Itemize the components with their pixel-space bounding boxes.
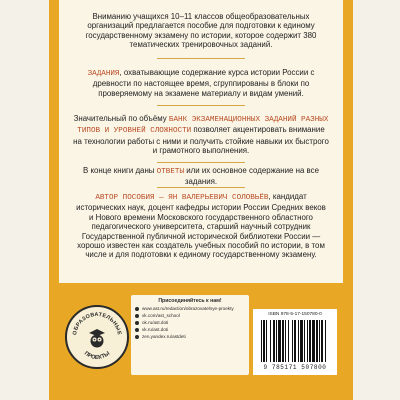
seal-top-text: ОБРАЗОВАТЕЛЬНЫЕ [72,311,122,336]
divider [157,58,245,59]
ok-icon [135,321,139,325]
publisher-seal [65,305,129,369]
seal-graphic [67,307,127,367]
tasks-paragraph [73,68,329,98]
social-links-box [131,295,249,375]
seal-bottom-text: ПРОЕКТЫ [82,350,112,362]
vk-icon [135,328,139,332]
owl-icon [89,329,105,348]
social-link[interactable]: ok.ru/ast.doti [135,319,245,326]
answers-after: или их основное содержание на все задания. [184,166,319,187]
intro-paragraph: Вниманию учащихся 10–11 классов общеобразовательных организаций предлагается пособие для подготовки к единому государственному экзамену по истории, которое содержит 380 тематических тренировочных заданий. [85,12,317,50]
zen-icon [135,335,139,339]
bank-paragraph [73,114,329,156]
web-icon [135,307,139,311]
text-panel [59,0,343,283]
social-link[interactable]: vk.com/ast_school [135,312,245,319]
social-link[interactable]: www.ast.ru/redaction/obrazovatelnye-proekty [135,305,245,312]
divider [157,105,245,106]
social-link[interactable]: vk.ru/ast.doti [135,326,245,333]
barcode-digits: 9 785171 507800 [263,364,327,371]
bank-after: позволяет акцентировать внимание на технологии работы с ними и получить стойкие навыки их быстрого и грамотного выполнения. [73,125,329,156]
answers-before: В конце книги даны [83,166,157,175]
answers-paragraph [73,166,329,187]
tasks-highlight: ЗАДАНИЯ [87,70,120,78]
social-title: Присоединяйтесь к нам! [158,298,222,304]
tasks-text: , охватывающие содержание курса истории России с древности по настоящее время, сгруппированы в блоки по проверяемому на экзамене материалу и видам умений. [92,68,315,98]
bottom-section [49,283,353,400]
back-cover [49,0,353,400]
social-link[interactable]: zen.yandex.ru/astdeti [135,333,245,340]
bank-highlight: БАНК ЭКЗАМЕНАЦИОННЫХ ЗАДАНИЙ РАЗНЫХ ТИПОВ И УРОВНЕЙ СЛОЖНОСТИ [77,116,329,136]
svg-text:ПРОЕКТЫ [83,350,112,361]
author-paragraph [73,192,329,260]
divider [157,187,245,188]
answers-highlight: ОТВЕТЫ [156,168,185,176]
vk-icon [135,314,139,318]
author-text: , кандидат исторических наук, доцент кафедры истории России Средних веков и Нового времени Московского государственного областного педагогического университета, старший научный сотрудник Государственной публичной исторической библиотеки России — хорошо известен как создатель учебных пособий по истории, в том числе и для подготовки к единому государственному экзамену. [76,192,326,260]
barcode-box [253,309,337,375]
author-highlight: АВТОР ПОСОБИЯ — ЯН ВАЛЕРЬЕВИЧ СОЛОВЬЁВ [95,194,269,202]
divider [157,162,245,163]
bank-before: Значительный по объёму [73,114,169,123]
isbn-text: ISBN 978-5-17-150780-0 [268,312,322,317]
